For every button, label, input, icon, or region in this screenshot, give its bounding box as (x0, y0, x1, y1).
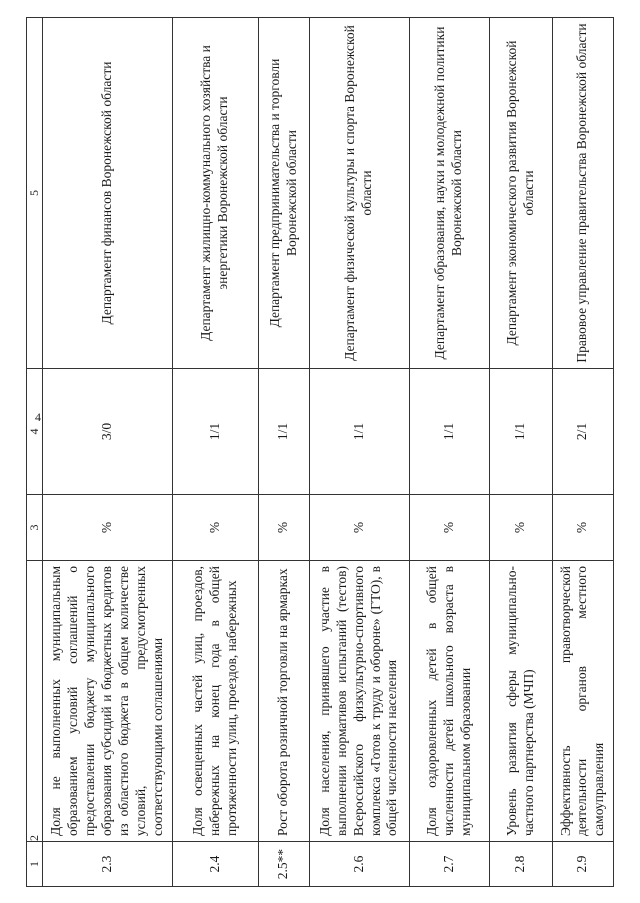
unit: % (552, 494, 613, 560)
unit: % (409, 494, 489, 560)
row-number: 2.7 (409, 841, 489, 886)
table-row (409, 17, 489, 886)
row-number: 2.4 (172, 841, 258, 886)
unit: % (259, 494, 310, 560)
row-number: 2.9 (552, 841, 613, 886)
department: Департамент образования, науки и молодежной политики Воронежской области (409, 17, 489, 368)
department: Департамент финансов Воронежской области (43, 17, 173, 368)
table-row (172, 17, 258, 886)
row-number: 2.5** (259, 841, 310, 886)
department: Департамент жилищно-коммунального хозяйства и энергетики Воронежской области (172, 17, 258, 368)
indicator-name: Доля освещенных частей улиц, проездов, набережных на конец года в общей протяженности улиц, проездов, набережных (172, 560, 258, 841)
unit: % (489, 494, 552, 560)
table-row (43, 17, 173, 886)
department: Департамент физической культуры и спорта Воронежской области (309, 17, 409, 368)
department: Правовое управление правительства Воронежской области (552, 17, 613, 368)
indicator-name: Эффективность правотворческой деятельности органов местного самоуправления (552, 560, 613, 841)
indicator-name: Доля оздоровленных детей в общей численности детей школьного возраста в муниципальном образовании (409, 560, 489, 841)
column-header: 5 (27, 17, 43, 368)
value: 1/1 (309, 368, 409, 494)
indicator-name: Рост оборота розничной торговли на ярмарках (259, 560, 310, 841)
unit: % (309, 494, 409, 560)
header-row (27, 17, 43, 886)
unit: % (43, 494, 173, 560)
column-header: 3 (27, 494, 43, 560)
indicator-name: Уровень развития сферы муниципально-частного партнерства (МЧП) (489, 560, 552, 841)
row-number: 2.8 (489, 841, 552, 886)
rotated-page (26, 17, 614, 887)
page-number: 4 (35, 410, 41, 424)
row-number: 2.6 (309, 841, 409, 886)
department: Департамент экономического развития Воронежской области (489, 17, 552, 368)
value: 3/0 (43, 368, 173, 494)
indicator-name: Доля населения, принявшего участие в выполнении нормативов испытаний (тестов) Всероссийского физкультурно-спортивного комплекса «Готов к труду и обороне» (ГТО), в общей численности населения (309, 560, 409, 841)
unit: % (172, 494, 258, 560)
column-header: 1 (27, 841, 43, 886)
department: Департамент предпринимательства и торговли Воронежской области (259, 17, 310, 368)
value: 1/1 (259, 368, 310, 494)
column-header: 2 (27, 560, 43, 841)
value: 1/1 (489, 368, 552, 494)
table-row (552, 17, 613, 886)
indicators-table (26, 17, 614, 887)
table-row (259, 17, 310, 886)
table-row (309, 17, 409, 886)
value: 1/1 (172, 368, 258, 494)
column-header: 4 (27, 368, 43, 494)
row-number: 2.3 (43, 841, 173, 886)
indicator-name: Доля не выполненных муниципальным образованием условий соглашений о предоставлении бюджету муниципального образования субсидий и бюджетных кредитов из областного бюджета в общем количестве условий, предусмотренных соответствующими соглашениями (43, 560, 173, 841)
value: 1/1 (409, 368, 489, 494)
table-row (489, 17, 552, 886)
value: 2/1 (552, 368, 613, 494)
